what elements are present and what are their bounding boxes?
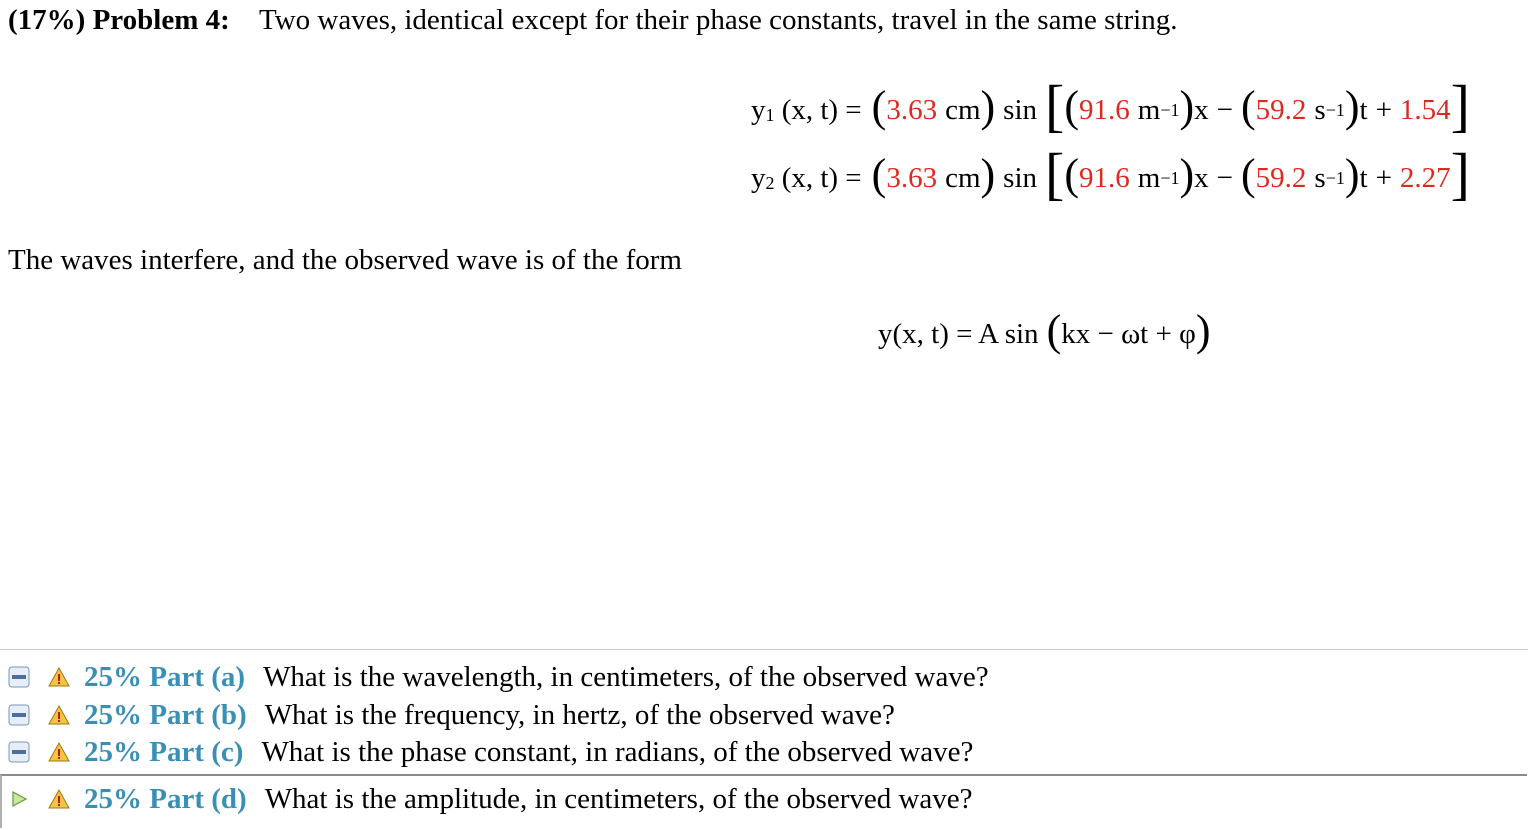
warning-triangle-icon [48, 788, 70, 810]
part-b-label[interactable]: 25% Part (b) [84, 698, 247, 731]
part-c-question: What is the phase constant, in radians, of the observed wave? [261, 735, 974, 768]
minimize-icon[interactable] [8, 666, 30, 688]
y1-phase: 1.54 [1399, 93, 1451, 126]
equation-y2: $y_2$ (x, t) = ( 3.63 cm ) sin [ ( 91.6 m −1 ) x − ( 59.2 s −1 ) t + 2.27 ] [750, 141, 1470, 206]
observed-wave-lhs: y(x, t) = A sin [878, 317, 1039, 350]
y2-phase: 2.27 [1399, 161, 1451, 194]
interference-text: The waves interfere, and the observed wave is of the form [8, 244, 682, 276]
part-a-row[interactable] [0, 659, 989, 695]
problem-title: Problem 4: [92, 4, 230, 36]
y1-amplitude: 3.63 [886, 93, 938, 126]
part-a-label[interactable]: 25% Part (a) [84, 660, 246, 693]
warning-triangle-icon [48, 704, 70, 726]
part-d-label[interactable]: 25% Part (d) [84, 782, 247, 815]
y1-angular-frequency: 59.2 [1255, 93, 1307, 126]
observed-wave-equation: y(x, t) = A sin ( kx − ωt + φ ) [878, 306, 1211, 355]
equation-y1: $y_1$ (x, t) = ( 3.63 cm ) sin [ ( 91.6 m −1 ) x − ( 59.2 s −1 ) t + 1.54 ] [750, 73, 1470, 138]
problem-weight: (17%) [8, 4, 86, 36]
y2-angular-frequency: 59.2 [1255, 161, 1307, 194]
observed-wave-argument: kx − ωt + φ [1061, 317, 1196, 350]
parts-divider [0, 649, 1528, 650]
part-c-row[interactable] [0, 734, 973, 770]
minimize-icon[interactable] [8, 741, 30, 763]
part-d-question: What is the amplitude, in centimeters, of the observed wave? [264, 782, 973, 815]
part-c-label[interactable]: 25% Part (c) [84, 735, 244, 768]
y2-amplitude: 3.63 [886, 161, 938, 194]
warning-triangle-icon [48, 666, 70, 688]
part-d-row[interactable] [0, 781, 973, 817]
minimize-icon[interactable] [8, 704, 30, 726]
y1-wavenumber: 91.6 [1079, 93, 1130, 126]
equation-y2-lhs: $y_2$ (x, t) = [750, 161, 862, 194]
warning-triangle-icon [48, 741, 70, 763]
play-arrow-icon[interactable] [8, 788, 30, 810]
part-a-question: What is the wavelength, in centimeters, of the observed wave? [263, 660, 989, 693]
equation-y1-lhs: $y_1$ (x, t) = [750, 93, 862, 126]
part-b-question: What is the frequency, in hertz, of the observed wave? [264, 698, 895, 731]
problem-header [8, 4, 1177, 37]
part-b-row[interactable] [0, 697, 895, 733]
problem-statement: Two waves, identical except for their phase constants, travel in the same string. [259, 4, 1178, 36]
y2-wavenumber: 91.6 [1079, 161, 1130, 194]
